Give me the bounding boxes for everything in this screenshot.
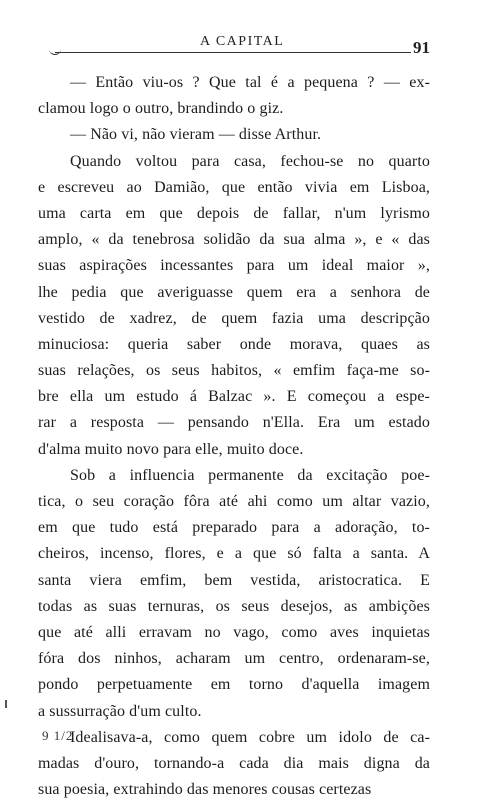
text-line: — Não vi, não vieram — disse Arthur.	[70, 126, 322, 144]
text-line: Idealisava-a, como quem cobre um idolo de ca-	[70, 728, 430, 746]
text-line: suas aspirações incessantes para um ideal maior »,	[38, 257, 430, 275]
paragraph	[38, 122, 430, 148]
margin-mark	[5, 700, 7, 708]
paragraph	[38, 149, 430, 463]
text-line: bre ella um estudo á Balzac ». E começou a espe-	[38, 388, 430, 406]
text-line: d'alma muito novo para elle, muito doce.	[38, 440, 304, 458]
text-line: uma carta em que depois de fallar, n'um lyrismo	[38, 204, 430, 222]
text-line: lhe pedia que averiguasse quem era a senhora de	[38, 283, 430, 301]
text-line: — Então viu-os ? Que tal é a pequena ? — ex-	[70, 74, 430, 91]
text-line: rar a resposta — pensando n'Ella. Era um estado	[38, 414, 430, 432]
text-line: santa viera emfim, bem vestida, aristocratica. E	[38, 571, 430, 589]
paragraph	[38, 463, 430, 725]
text-line: clamou logo o outro, brandindo o giz.	[38, 100, 284, 118]
header-rule	[55, 52, 411, 53]
text-line: fóra dos ninhos, acharam um centro, ordenaram-se,	[38, 650, 430, 668]
signature-mark: 9 1/2	[42, 728, 74, 743]
body-text	[38, 70, 430, 803]
text-line: cheiros, incenso, flores, e a que só falta a santa. A	[38, 545, 430, 563]
text-line: Quando voltou para casa, fechou-se no quarto	[70, 152, 430, 170]
text-line: amplo, « da tenebrosa solidão da sua alma », e « das	[38, 231, 430, 249]
text-line: minuciosa: queria saber onde morava, quaes as	[38, 335, 430, 353]
text-line: tica, o seu coração fôra até ahi como um altar vazio,	[38, 493, 430, 510]
text-line: a sussurração d'um culto.	[38, 702, 202, 720]
page-number: 91	[413, 38, 430, 57]
text-line: e escreveu ao Damião, que então vivia em Lisboa,	[38, 178, 430, 196]
text-line: Sob a influencia permanente da excitação poe-	[70, 466, 430, 484]
text-line: sua poesia, extrahindo das menores cousas certezas	[38, 781, 372, 799]
text-line: em que tudo está preparado para a adoração, to-	[38, 519, 430, 537]
text-line: madas d'ouro, tornando-a cada dia mais digna da	[38, 754, 430, 772]
text-line: suas relações, os seus habitos, « emfim faça-me so-	[38, 362, 430, 380]
paragraph	[38, 725, 430, 804]
running-head	[55, 28, 435, 60]
running-title: A CAPITAL	[200, 34, 285, 49]
text-line: vestido de xadrez, de quem fazia uma descripção	[38, 309, 430, 327]
text-line: que até alli erravam no vago, como aves inquietas	[38, 623, 430, 641]
paragraph	[38, 70, 430, 122]
text-line: pondo perpetuamente em torno d'aquella imagem	[38, 676, 430, 694]
text-line: todas as suas ternuras, os seus desejos, as ambições	[38, 597, 430, 615]
